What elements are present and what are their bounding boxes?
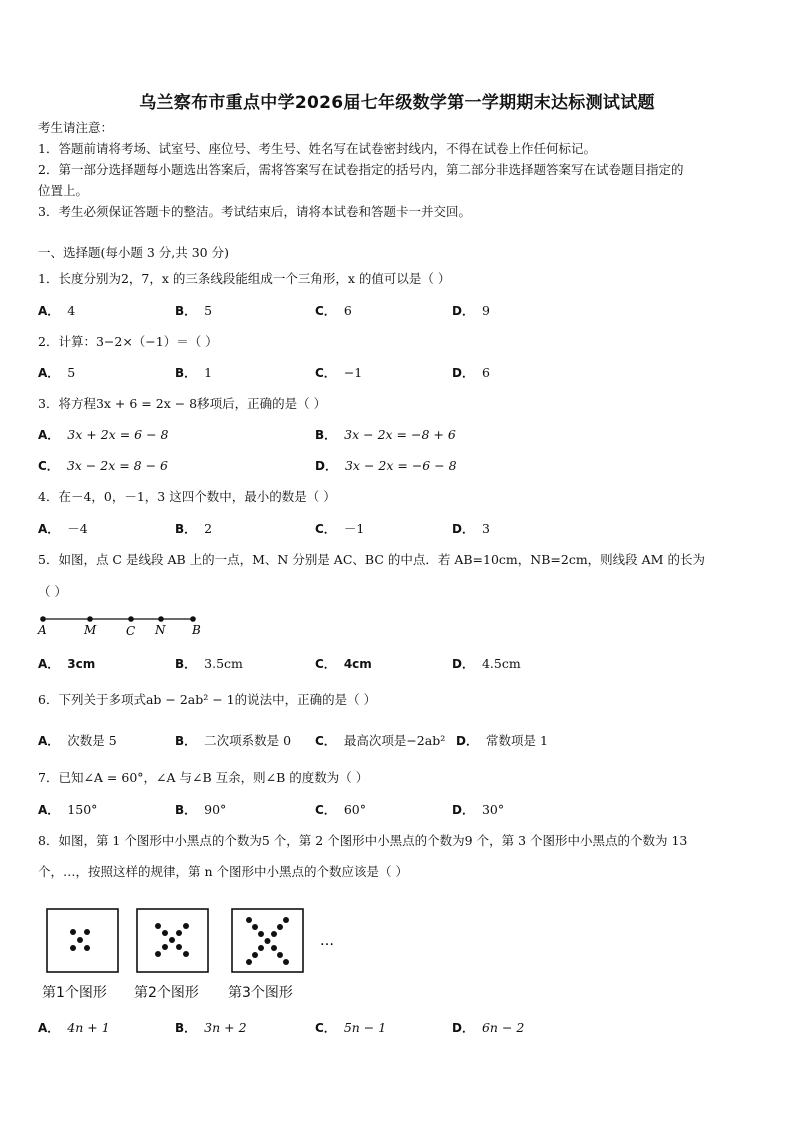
section-heading: 一、选择题(每小题 3 分,共 30 分) — [38, 245, 229, 260]
point-a-label: A — [38, 623, 47, 637]
dot — [258, 945, 264, 951]
question-3-stem: 3．将方程3x + 6 = 2x − 8移项后，正确的是（ ） — [38, 396, 327, 411]
option-text: －1 — [343, 521, 365, 536]
q1-option-c[interactable] — [315, 303, 352, 319]
dot — [162, 930, 168, 936]
q5-option-c[interactable] — [315, 656, 372, 672]
point-c-dot — [128, 616, 134, 622]
option-label: B． — [175, 803, 197, 817]
option-label: C． — [38, 459, 59, 473]
point-n-dot — [158, 616, 164, 622]
q4-option-a[interactable] — [38, 521, 88, 537]
option-text: 4.5cm — [481, 656, 521, 671]
point-b-dot — [190, 616, 196, 622]
q8-option-a[interactable] — [38, 1020, 110, 1036]
dot — [271, 945, 277, 951]
dot — [283, 917, 289, 923]
option-label: D． — [452, 522, 474, 536]
dot — [183, 951, 189, 957]
dot — [70, 929, 76, 935]
option-text: 最高次项是−2ab² — [343, 733, 446, 748]
option-text: 6 — [481, 365, 490, 380]
dot — [77, 937, 83, 943]
option-text: 5 — [204, 303, 213, 318]
option-text: 3x + 2x = 6 − 8 — [67, 427, 169, 442]
option-label: D． — [452, 366, 474, 380]
option-label: A． — [38, 304, 60, 318]
q3-option-d[interactable] — [315, 458, 457, 474]
option-text: 9 — [481, 303, 490, 318]
question-8-stem: 8．如图，第 1 个图形中小黑点的个数为5 个，第 2 个图形中小黑点的个数为9 个，第 3 个图形中小黑点的个数为 13 — [38, 833, 688, 848]
dot — [283, 959, 289, 965]
option-text: 3 — [481, 521, 490, 536]
option-text: 3cm — [67, 657, 96, 671]
option-label: C． — [315, 1021, 336, 1035]
q5-option-b[interactable] — [175, 656, 243, 672]
notice-item-3: 3．考生必须保证答题卡的整洁。考试结束后，请将本试卷和答题卡一并交回。 — [38, 204, 471, 219]
dot — [246, 917, 252, 923]
option-text: 二次项系数是 0 — [204, 733, 292, 748]
option-text: 3x − 2x = −8 + 6 — [344, 427, 456, 442]
segment-figure — [34, 610, 214, 640]
option-label: A． — [38, 1021, 60, 1035]
q4-option-d[interactable] — [452, 521, 490, 537]
q7-option-b[interactable] — [175, 802, 226, 818]
q1-option-d[interactable] — [452, 303, 490, 319]
q8-option-d[interactable] — [452, 1020, 524, 1036]
q6-option-c[interactable] — [315, 733, 445, 749]
q6-option-d[interactable] — [456, 733, 548, 749]
option-label: B． — [175, 734, 197, 748]
notice-item-2-cont: 位置上。 — [38, 183, 89, 198]
question-8-stem-cont: 个，…，按照这样的规律，第 n 个图形中小黑点的个数应该是（ ） — [38, 864, 408, 879]
q4-option-b[interactable] — [175, 521, 212, 537]
dot — [183, 923, 189, 929]
option-label: D． — [452, 803, 474, 817]
option-label: D． — [315, 459, 337, 473]
option-text: 3x − 2x = 8 − 6 — [66, 458, 168, 473]
option-text: 60° — [343, 802, 366, 817]
dot — [155, 923, 161, 929]
option-label: B． — [175, 304, 197, 318]
option-text: 3.5cm — [204, 656, 243, 671]
option-label: D． — [452, 657, 474, 671]
option-text: −1 — [343, 365, 363, 380]
ellipsis: … — [320, 933, 334, 949]
question-6-stem: 6．下列关于多项式ab − 2ab² − 1的说法中，正确的是（ ） — [38, 692, 377, 707]
q2-option-c[interactable] — [315, 365, 362, 381]
notice-item-2: 2．第一部分选择题每小题选出答案后，需将答案写在试卷指定的括号内，第二部分非选择题答案写在试卷题目指定的 — [38, 162, 684, 177]
figure-2-label: 第2个图形 — [134, 985, 199, 1001]
dot — [277, 924, 283, 930]
dot — [258, 931, 264, 937]
option-text: 常数项是 1 — [485, 733, 548, 748]
option-label: C． — [315, 657, 336, 671]
q4-option-c[interactable] — [315, 521, 364, 537]
option-label: C． — [315, 522, 336, 536]
q6-option-a[interactable] — [38, 733, 117, 749]
q5-option-a[interactable] — [38, 656, 95, 672]
option-text: 3x − 2x = −6 − 8 — [344, 458, 457, 473]
option-label: B． — [315, 428, 337, 442]
q2-option-d[interactable] — [452, 365, 490, 381]
q2-option-b[interactable] — [175, 365, 212, 381]
dot — [176, 944, 182, 950]
option-label: D． — [452, 1021, 474, 1035]
dot — [84, 929, 90, 935]
q8-option-c[interactable] — [315, 1020, 386, 1036]
option-label: C． — [315, 304, 336, 318]
option-text: 2 — [204, 521, 213, 536]
dot — [84, 945, 90, 951]
option-text: 1 — [204, 365, 213, 380]
question-4-stem: 4．在－4，0，－1，3 这四个数中，最小的数是（ ） — [38, 489, 336, 504]
q7-option-a[interactable] — [38, 802, 97, 818]
option-text: 4cm — [343, 657, 372, 671]
option-label: A． — [38, 734, 60, 748]
option-label: C． — [315, 734, 336, 748]
q7-option-d[interactable] — [452, 802, 504, 818]
pattern-figures — [40, 905, 360, 977]
point-m-dot — [87, 616, 93, 622]
dot — [252, 924, 258, 930]
q1-option-b[interactable] — [175, 303, 212, 319]
dot — [271, 931, 277, 937]
q6-option-b[interactable] — [175, 733, 291, 749]
option-text: 30° — [481, 802, 505, 817]
option-label: A． — [38, 803, 60, 817]
option-text: 5n − 1 — [343, 1020, 387, 1035]
q1-option-a[interactable] — [38, 303, 75, 319]
question-5-bracket: （ ） — [38, 584, 67, 599]
point-c-label: C — [126, 624, 136, 638]
figure-1-label: 第1个图形 — [42, 985, 107, 1001]
figure-3-label: 第3个图形 — [228, 985, 293, 1001]
q3-option-c[interactable] — [38, 458, 168, 474]
q3-option-a[interactable] — [38, 427, 168, 443]
question-1-stem: 1．长度分别为2，7，x 的三条线段能组成一个三角形，x 的值可以是（ ） — [38, 271, 451, 286]
option-text: 4 — [67, 303, 76, 318]
q5-option-d[interactable] — [452, 656, 521, 672]
q2-option-a[interactable] — [38, 365, 75, 381]
option-label: A． — [38, 522, 60, 536]
point-n-label: N — [155, 623, 166, 637]
option-text: 90° — [204, 802, 227, 817]
dot — [252, 952, 258, 958]
option-text: 4n + 1 — [67, 1020, 110, 1035]
option-label: B． — [175, 522, 197, 536]
option-label: B． — [175, 1021, 197, 1035]
dot — [176, 930, 182, 936]
option-text: 150° — [67, 802, 98, 817]
dot — [246, 959, 252, 965]
option-label: A． — [38, 428, 60, 442]
point-a-dot — [40, 616, 46, 622]
q3-option-b[interactable] — [315, 427, 456, 443]
option-label: A． — [38, 657, 60, 671]
point-b-label: B — [192, 623, 201, 637]
option-text: －4 — [67, 521, 88, 536]
dot — [169, 937, 175, 943]
option-text: 6n − 2 — [481, 1020, 525, 1035]
option-label: B． — [175, 366, 197, 380]
option-text: 3n + 2 — [204, 1020, 247, 1035]
q8-option-b[interactable] — [175, 1020, 247, 1036]
option-label: C． — [315, 366, 336, 380]
option-label: C． — [315, 803, 336, 817]
option-label: A． — [38, 366, 60, 380]
notice-item-1: 1．答题前请将考场、试室号、座位号、考生号、姓名写在试卷密封线内，不得在试卷上作任何标记。 — [38, 141, 596, 156]
option-text: 5 — [67, 365, 76, 380]
option-text: 6 — [343, 303, 352, 318]
dot — [155, 951, 161, 957]
option-label: B． — [175, 657, 197, 671]
point-m-label: M — [84, 623, 97, 637]
dot — [70, 945, 76, 951]
question-2-stem: 2．计算：3−2×（−1）＝（ ） — [38, 334, 218, 349]
notice-heading: 考生请注意： — [38, 120, 114, 135]
dot — [277, 952, 283, 958]
dot — [265, 938, 271, 944]
option-text: 次数是 5 — [67, 733, 117, 748]
option-label: D． — [456, 734, 478, 748]
question-5-stem: 5．如图，点 C 是线段 AB 上的一点，M、N 分别是 AC、BC 的中点．若 AB=10cm，NB=2cm，则线段 AM 的长为 — [38, 552, 705, 567]
q7-option-c[interactable] — [315, 802, 366, 818]
option-label: D． — [452, 304, 474, 318]
dot — [162, 944, 168, 950]
page-title: 乌兰察布市重点中学2026届七年级数学第一学期期末达标测试试题 — [139, 93, 655, 113]
question-7-stem: 7．已知∠A = 60°，∠A 与∠B 互余，则∠B 的度数为（ ） — [38, 770, 369, 785]
